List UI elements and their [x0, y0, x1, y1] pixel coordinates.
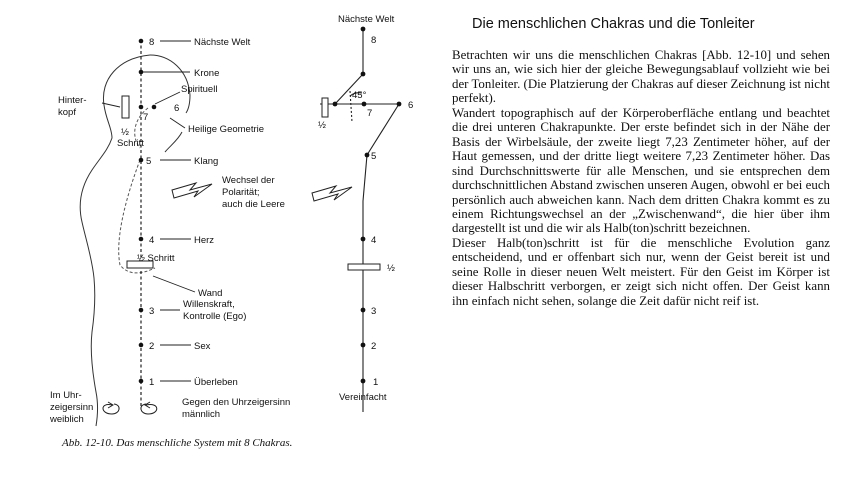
label-half-schritt: ½ Schritt [137, 253, 175, 264]
right-number: 4 [371, 235, 377, 246]
right-number: 3 [371, 306, 377, 317]
label-heilige-geometrie: Heilige Geometrie [188, 124, 265, 135]
right-naechste-welt: Nächste Welt [338, 14, 395, 25]
right-number: 5 [371, 151, 377, 162]
right-vereinfacht: Vereinfacht [339, 392, 387, 403]
label-hinterkopf: Hinter- [58, 95, 87, 106]
right-number: 6 [408, 100, 414, 111]
right-number: 2 [371, 341, 377, 352]
label-klang: Klang [194, 156, 219, 167]
right-number: 8 [371, 35, 377, 46]
label-half-step-head: ½ [121, 127, 129, 138]
article-paragraph: Betrachten wir uns die menschlichen Chakras [Abb. 12-10] und sehen wir uns an, wie sich hier der gleiche Bewegungsablauf vollzieht wie bei der Tonleiter. (Die Platzierung der Chakras auf dieser Zeichnung ist nicht perfekt). [452, 48, 830, 106]
right-half: ½ [387, 263, 395, 274]
label-willenskraft: Kontrolle (Ego) [183, 311, 247, 322]
simplified-dots [333, 27, 402, 384]
right-number: 1 [373, 377, 379, 388]
label-schritt: Schritt [117, 138, 144, 149]
label-hinterkopf: kopf [58, 107, 76, 118]
simplified-half-bar [322, 98, 328, 117]
article-title: Die menschlichen Chakras und die Tonleiter [472, 16, 755, 32]
lightning-icon [312, 186, 352, 201]
lightning-icon [172, 183, 212, 198]
label-naechste-welt: Nächste Welt [194, 37, 251, 48]
label-uhrzeigersinn: weiblich [50, 414, 84, 425]
simplified-diagram [320, 28, 399, 412]
rotation-arrows-icon [103, 402, 157, 414]
chakra-number: 6 [174, 103, 180, 114]
article-paragraph: Wandert topographisch auf der Körperoberfläche entlang und beachtet die drei unteren Chakrapunkte. Der erste befindet sich in der Nähe der Basis der Wirbelsäule, der zweite liegt 7,23 Zentimeter höher, auf der Haut gemessen, und der dritte liegt weitere 7,23 Zentimeter höher. Das sind Durchschnittswerte für alle Menschen, und sie entsprechen dem durchschnittlichen Abstand zwischen unseren Augen, obwohl er bei euch persönlich auch abweichen kann. Nach dem dritten Chakra kommt es zu einem Richtungswechsel an der „Zwischenwand“, die hier über ihm dargestellt ist und die wir als Halb(ton)schritt bezeichnen. [452, 105, 830, 236]
article-paragraph: Dieser Halb(ton)schritt ist für die menschliche Evolution ganz entscheidend, und er offenbart sich nur, wenn der Geist bereit ist und seine Rolle in dieser neuen Welt meistert. Für den Geist im Körper ist dieser Halbschritt verborgen, er zeigt sich nicht offen. Der Geist kann ihn einfach nicht sehen, solange die Zeit dafür nicht reif ist. [452, 235, 830, 308]
chakra-number: 8 [149, 37, 155, 48]
chakra-number: 1 [149, 377, 155, 388]
simplified-mid-bar [348, 264, 380, 270]
chakra-number: 4 [149, 235, 155, 246]
label-gegen: Gegen den Uhrzeigersinn [182, 397, 291, 408]
label-wechsel: Polarität; [222, 187, 260, 198]
label-uhrzeigersinn: zeigersinn [50, 402, 94, 413]
right-angle: 45° [352, 90, 367, 101]
chakra-number: 5 [146, 156, 152, 167]
article [452, 16, 830, 308]
label-gegen: männlich [182, 409, 221, 420]
label-sex: Sex [194, 341, 211, 352]
chakra-number: 7 [143, 112, 149, 123]
label-uhrzeigersinn: Im Uhr- [50, 390, 82, 401]
chakra-number: 2 [149, 341, 155, 352]
right-number: 7 [367, 108, 373, 119]
label-wechsel: Wechsel der [222, 175, 275, 186]
chakra-number: 3 [149, 306, 155, 317]
label-ueberleben: Überleben [194, 377, 238, 388]
label-krone: Krone [194, 68, 220, 79]
label-spirituell: Spirituell [181, 84, 218, 95]
head-half-step-bar [122, 96, 129, 118]
label-wechsel: auch die Leere [222, 199, 285, 210]
label-herz: Herz [194, 235, 215, 246]
label-wand: Wand [198, 288, 223, 299]
label-willenskraft: Willenskraft, [183, 299, 235, 310]
figure-caption: Abb. 12-10. Das menschliche System mit 8 Chakras. [62, 437, 293, 449]
right-half: ½ [318, 120, 326, 131]
